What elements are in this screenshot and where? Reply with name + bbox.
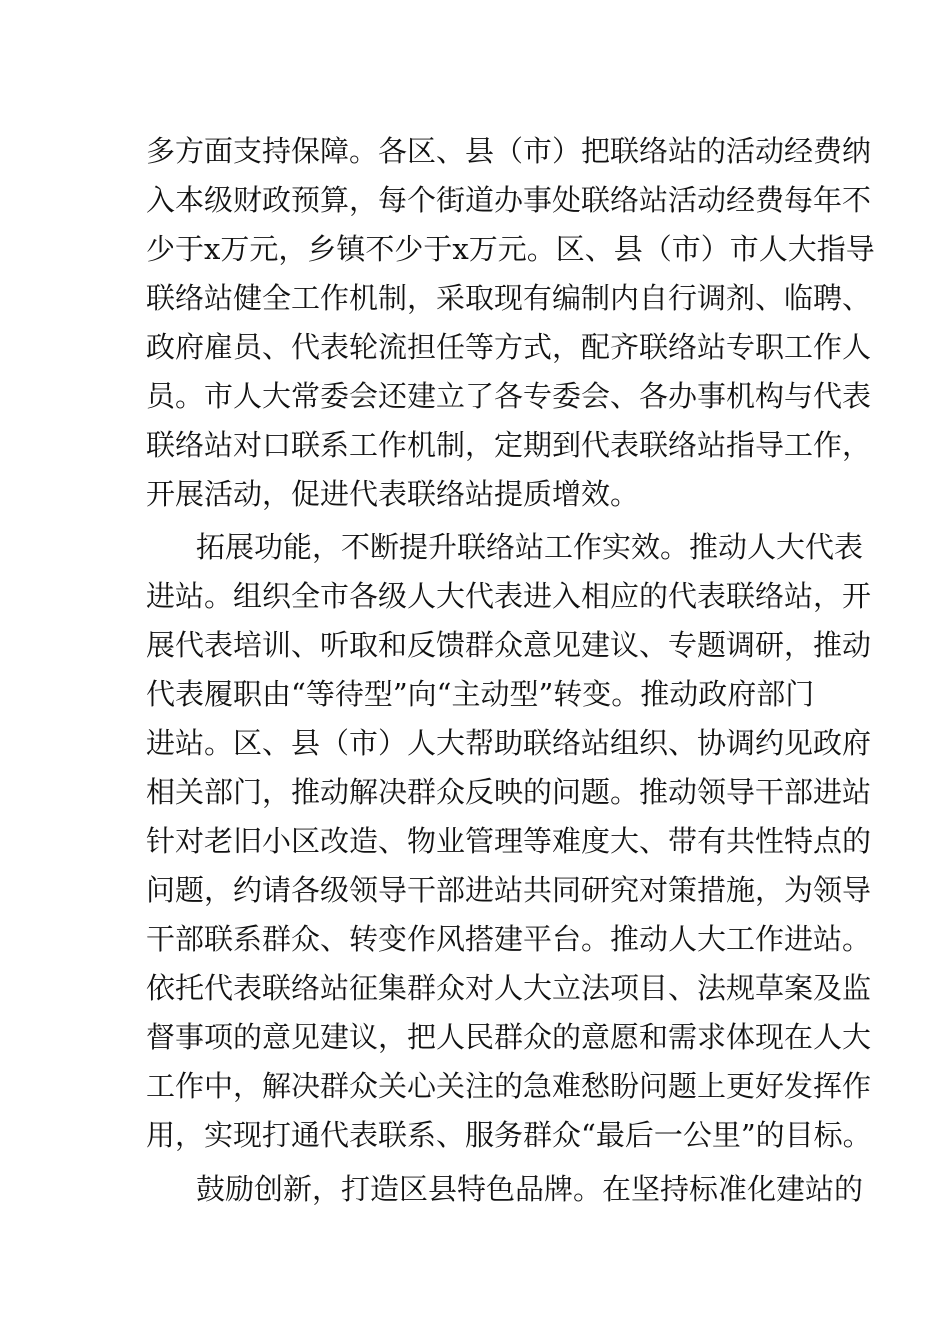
text-line: 联络站健全工作机制，采取现有编制内自行调剂、临聘、 — [146, 281, 872, 315]
text-line: 督事项的意见建议，把人民群众的意愿和需求体现在人大 — [146, 1020, 872, 1054]
text-line: 入本级财政预算，每个街道办事处联络站活动经费每年不 — [146, 183, 872, 217]
text-line: 依托代表联络站征集群众对人大立法项目、法规草案及监 — [146, 971, 872, 1005]
text-line: 展代表培训、听取和反馈群众意见建议、专题调研，推动 — [146, 628, 872, 662]
text-line: 员。市人大常委会还建立了各专委会、各办事机构与代表 — [146, 379, 872, 413]
text-line: 相关部门，推动解决群众反映的问题。推动领导干部进站 — [146, 775, 872, 809]
paragraph-first-line: 鼓励创新，打造区县特色品牌。在坚持标准化建站的 — [196, 1172, 864, 1206]
text-line: 政府雇员、代表轮流担任等方式，配齐联络站专职工作人 — [146, 330, 872, 364]
text-line: 进站。组织全市各级人大代表进入相应的代表联络站，开 — [146, 579, 872, 613]
text-line: 干部联系群众、转变作风搭建平台。推动人大工作进站。 — [146, 922, 872, 956]
text-line: 问题，约请各级领导干部进站共同研究对策措施，为领导 — [146, 873, 872, 907]
text-line: 进站。区、县（市）人大帮助联络站组织、协调约见政府 — [146, 726, 872, 760]
text-line: 针对老旧小区改造、物业管理等难度大、带有共性特点的 — [146, 824, 872, 858]
text-line: 工作中，解决群众关心关注的急难愁盼问题上更好发挥作 — [146, 1069, 872, 1103]
text-line: 代表履职由“等待型”向“主动型”转变。推动政府部门 — [146, 677, 815, 711]
text-line: 用，实现打通代表联系、服务群众“最后一公里”的目标。 — [146, 1118, 872, 1152]
text-line: 开展活动，促进代表联络站提质增效。 — [146, 477, 640, 511]
paragraph-first-line: 拓展功能，不断提升联络站工作实效。推动人大代表 — [196, 530, 864, 564]
text-line: 联络站对口联系工作机制，定期到代表联络站指导工作， — [146, 428, 872, 462]
text-line: 少于x万元，乡镇不少于x万元。区、县（市）市人大指导 — [146, 232, 875, 266]
text-line: 多方面支持保障。各区、县（市）把联络站的活动经费纳 — [146, 134, 872, 168]
